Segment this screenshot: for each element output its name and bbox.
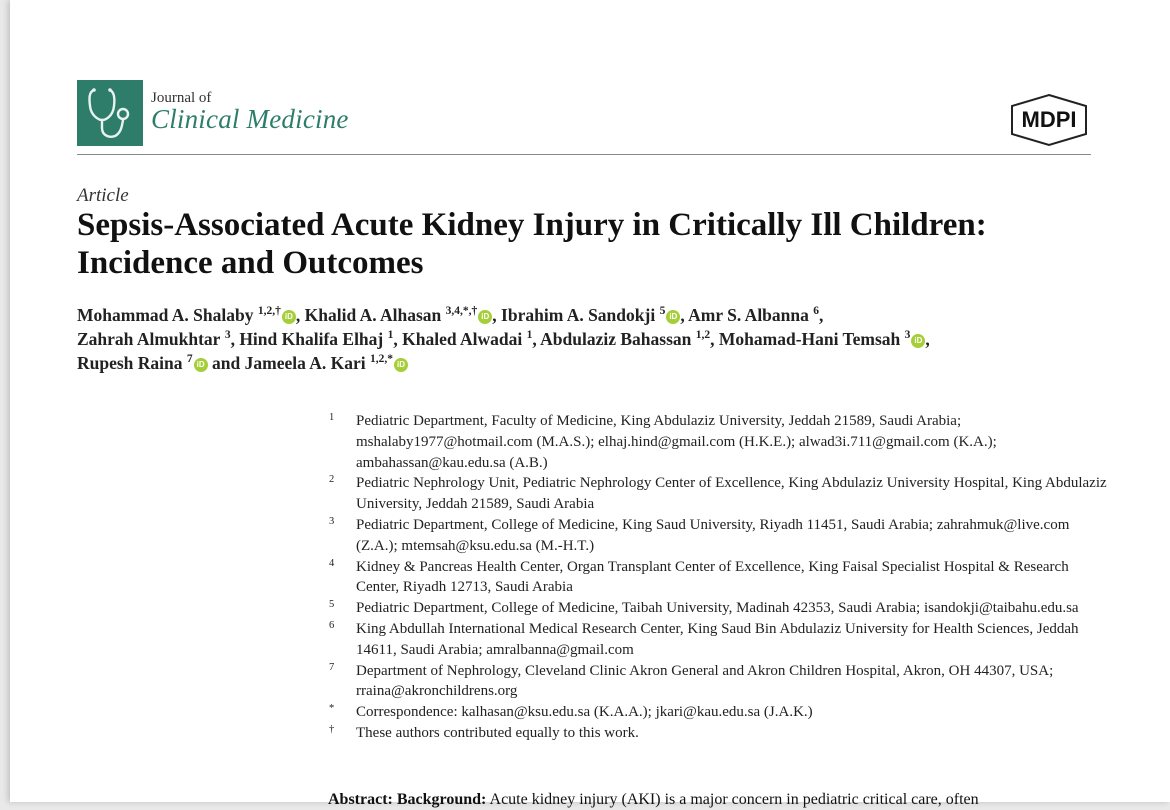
abstract-label: Abstract: — [328, 791, 393, 808]
journal-name: Clinical Medicine — [151, 104, 349, 134]
author-name: Jameela A. Kari — [244, 353, 366, 373]
author-affiliation-marker: 7 — [186, 353, 193, 365]
orcid-icon[interactable]: iD — [194, 358, 208, 372]
author — [540, 329, 719, 349]
author-affiliation-marker: 5 — [659, 305, 666, 317]
author — [501, 305, 688, 325]
author-affiliation-marker: 1 — [526, 329, 533, 341]
author-separator: , — [295, 305, 305, 325]
article-type: Article — [77, 185, 129, 206]
author — [245, 353, 408, 373]
orcid-icon[interactable]: iD — [911, 334, 925, 348]
affiliation-list — [328, 411, 1108, 744]
affiliation-item — [328, 557, 1108, 599]
author-separator: , — [492, 305, 502, 325]
affiliation-text: Correspondence: kalhasan@ksu.edu.sa (K.A.A.); jkari@kau.edu.sa (J.A.K.) — [356, 704, 813, 721]
author-affiliation-marker: 3,4,*,† — [445, 305, 478, 317]
affiliation-item — [328, 619, 1108, 661]
author-affiliation-marker: 1,2,† — [257, 305, 281, 317]
author-name: Ibrahim A. Sandokji — [501, 305, 656, 325]
author-name: Rupesh Raina — [77, 353, 183, 373]
paper-title: Sepsis-Associated Acute Kidney Injury in Critically Ill Children: Incidence and Outcomes — [77, 207, 987, 281]
author-separator: , — [532, 329, 541, 349]
affiliation-item — [328, 598, 1108, 619]
affiliation-item — [328, 473, 1108, 515]
affiliation-number: 2 — [329, 474, 335, 486]
author-separator: , — [710, 329, 719, 349]
affiliation-text: Pediatric Department, College of Medicine, King Saud University, Riyadh 11451, Saudi Arabia; zahrahmuk@live.com (Z.A.); mtemsah@ksu.edu.sa (M.-H.T.) — [356, 516, 1070, 554]
author-affiliation-marker: 1,2,* — [370, 353, 394, 365]
author — [719, 329, 930, 349]
author-name: Hind Khalifa Elhaj — [239, 329, 384, 349]
affiliation-number: 7 — [329, 661, 335, 673]
author-affiliation-marker: 6 — [813, 305, 820, 317]
affiliation-item — [328, 661, 1108, 703]
author-separator: , — [680, 305, 689, 325]
author — [239, 329, 402, 349]
affiliation-item — [328, 411, 1108, 473]
paper-page — [10, 0, 1170, 808]
affiliation-text: Pediatric Department, Faculty of Medicine, King Abdulaziz University, Jeddah 21589, Saudi Arabia; mshalaby1977@hotmail.com (M.A.S.); elhaj.hind@gmail.com (H.K.E.); alwad3i.711@gmail.com (K.A.); ambahassan@kau.edu.sa (A.B.) — [356, 413, 997, 471]
affiliation-item — [328, 515, 1108, 557]
affiliation-text: Pediatric Department, College of Medicine, Taibah University, Madinah 42353, Saudi Arabia; isandokji@taibahu.edu.sa — [356, 600, 1079, 617]
author-name: Mohamad-Hani Temsah — [718, 329, 901, 349]
journal-prefix: Journal of — [151, 90, 212, 106]
publisher-name: MDPI — [1021, 107, 1077, 132]
affiliation-number: † — [329, 723, 335, 735]
orcid-icon[interactable]: iD — [394, 358, 408, 372]
affiliation-item — [328, 723, 1108, 744]
publisher-logo — [1006, 92, 1092, 148]
author — [77, 305, 305, 325]
header-divider — [77, 154, 1091, 155]
affiliation-number: 4 — [329, 557, 335, 569]
abstract — [328, 790, 1118, 810]
author-name: Khaled Alwadai — [402, 329, 523, 349]
author-name: Mohammad A. Shalaby — [77, 305, 254, 325]
affiliation-text: King Abdullah International Medical Research Center, King Saud Bin Abdulaziz University for Health Sciences, Jeddah 14611, Saudi Arabia; amralbanna@gmail.com — [356, 620, 1079, 658]
author-list — [77, 303, 1107, 375]
author — [688, 305, 823, 325]
author-affiliation-marker: 1 — [387, 329, 394, 341]
affiliation-text: Kidney & Pancreas Health Center, Organ Transplant Center of Excellence, King Faisal Specialist Hospital & Research Center, Riyadh 12713, Saudi Arabia — [356, 558, 1069, 596]
affiliation-number: 3 — [329, 515, 335, 527]
affiliation-text: Department of Nephrology, Cleveland Clinic Akron General and Akron Children Hospital, Akron, OH 44307, USA; rraina@akronchildrens.org — [356, 662, 1054, 700]
affiliation-number: * — [329, 703, 335, 715]
affiliation-text: These authors contributed equally to this work. — [356, 724, 639, 741]
author — [77, 353, 245, 373]
author-affiliation-marker: 3 — [224, 329, 231, 341]
author-separator: , — [925, 329, 930, 349]
affiliation-number: 6 — [329, 619, 335, 631]
journal-logo — [77, 80, 143, 146]
author-separator: and — [207, 353, 245, 373]
orcid-icon[interactable]: iD — [282, 310, 296, 324]
author — [305, 305, 501, 325]
author-affiliation-marker: 1,2 — [695, 329, 711, 341]
author — [77, 329, 239, 349]
affiliation-number: 1 — [329, 412, 335, 423]
author-name: Abdulaziz Bahassan — [540, 329, 692, 349]
author-name: Amr S. Albanna — [688, 305, 809, 325]
author-separator: , — [393, 329, 403, 349]
author — [402, 329, 540, 349]
abstract-text: Acute kidney injury (AKI) is a major concern in pediatric critical care, often — [489, 791, 979, 808]
author-name: Zahrah Almukhtar — [77, 329, 221, 349]
abstract-section-label: Background: — [396, 791, 487, 808]
orcid-icon[interactable]: iD — [666, 310, 680, 324]
author-name: Khalid A. Alhasan — [304, 305, 442, 325]
author-affiliation-marker: 3 — [904, 329, 911, 341]
author-separator: , — [819, 305, 824, 325]
stethoscope-icon — [77, 80, 143, 146]
affiliation-item — [328, 702, 1108, 723]
orcid-icon[interactable]: iD — [478, 310, 492, 324]
author-separator: , — [230, 329, 240, 349]
affiliation-number: 5 — [329, 599, 335, 611]
affiliation-text: Pediatric Nephrology Unit, Pediatric Nephrology Center of Excellence, King Abdulaziz University Hospital, King Abdulaziz University, Jeddah 21589, Saudi Arabia — [356, 475, 1107, 513]
